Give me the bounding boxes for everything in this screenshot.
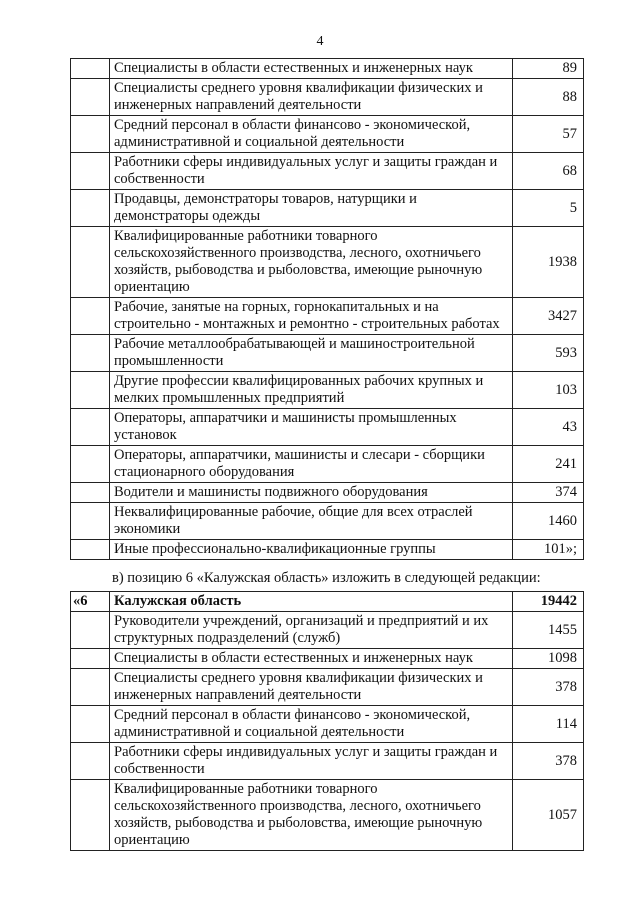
- table-row: [71, 669, 584, 706]
- occupation-name: Операторы, аппаратчики, машинисты и слесари - сборщики стационарного оборудования: [110, 446, 513, 483]
- table-body: [71, 592, 584, 851]
- table-row: [71, 153, 584, 190]
- row-value: 103: [513, 372, 584, 409]
- row-code: [71, 780, 110, 851]
- table-row: [71, 298, 584, 335]
- occupation-name: Квалифицированные работники товарного сельскохозяйственного производства, лесного, охотничьего хозяйств, рыбоводства и рыболовства, имеющие рыночную ориентацию: [110, 780, 513, 851]
- occupation-name: Продавцы, демонстраторы товаров, натурщики и демонстраторы одежды: [110, 190, 513, 227]
- occupation-name: Квалифицированные работники товарного сельскохозяйственного производства, лесного, охотничьего хозяйств, рыбоводства и рыболовства, имеющие рыночную ориентацию: [110, 227, 513, 298]
- row-value: 378: [513, 743, 584, 780]
- row-code: [71, 540, 110, 560]
- row-code: «6: [71, 592, 110, 612]
- occupation-name: Неквалифицированные рабочие, общие для всех отраслей экономики: [110, 503, 513, 540]
- row-code: [71, 706, 110, 743]
- table-row: [71, 446, 584, 483]
- region-header-row: [71, 592, 584, 612]
- row-value: 88: [513, 79, 584, 116]
- row-code: [71, 335, 110, 372]
- row-value: 1460: [513, 503, 584, 540]
- row-value: 89: [513, 59, 584, 79]
- row-code: [71, 227, 110, 298]
- occupation-name: Рабочие, занятые на горных, горнокапитальных и на строительно - монтажных и ремонтно - строительных работах: [110, 298, 513, 335]
- row-code: [71, 483, 110, 503]
- row-code: [71, 153, 110, 190]
- row-code: [71, 372, 110, 409]
- row-value: 68: [513, 153, 584, 190]
- table-body: [71, 59, 584, 560]
- table-row: [71, 227, 584, 298]
- table-row: [71, 706, 584, 743]
- row-code: [71, 409, 110, 446]
- table-row: [71, 780, 584, 851]
- occupation-name: Средний персонал в области финансово - экономической, административной и социальной деятельности: [110, 116, 513, 153]
- row-code: [71, 612, 110, 649]
- table-row: [71, 612, 584, 649]
- row-value: 43: [513, 409, 584, 446]
- page-number: 4: [316, 34, 324, 49]
- kaluga-region-table: [70, 591, 584, 851]
- occupation-name: Другие профессии квалифицированных рабочих крупных и мелких промышленных предприятий: [110, 372, 513, 409]
- table-row: [71, 649, 584, 669]
- table-row: [71, 372, 584, 409]
- table-row: [71, 190, 584, 227]
- occupation-table-continued: [70, 58, 584, 560]
- row-value: 1938: [513, 227, 584, 298]
- occupation-name: Руководители учреждений, организаций и предприятий и их структурных подразделений (служб): [110, 612, 513, 649]
- table-row: [71, 483, 584, 503]
- occupation-name: Операторы, аппаратчики и машинисты промышленных установок: [110, 409, 513, 446]
- table-row: [71, 59, 584, 79]
- row-code: [71, 503, 110, 540]
- row-value: 1098: [513, 649, 584, 669]
- row-value: 241: [513, 446, 584, 483]
- row-value: 3427: [513, 298, 584, 335]
- occupation-name: Специалисты в области естественных и инженерных наук: [110, 649, 513, 669]
- row-value: 57: [513, 116, 584, 153]
- occupation-name: Водители и машинисты подвижного оборудования: [110, 483, 513, 503]
- row-code: [71, 59, 110, 79]
- row-code: [71, 79, 110, 116]
- row-value: 374: [513, 483, 584, 503]
- row-value: 593: [513, 335, 584, 372]
- table-row: [71, 335, 584, 372]
- row-code: [71, 649, 110, 669]
- occupation-name: Рабочие металлообрабатывающей и машиностроительной промышленности: [110, 335, 513, 372]
- table-row: [71, 503, 584, 540]
- occupation-name: Работники сферы индивидуальных услуг и защиты граждан и собственности: [110, 153, 513, 190]
- occupation-name: Работники сферы индивидуальных услуг и защиты граждан и собственности: [110, 743, 513, 780]
- row-value: 101»;: [513, 540, 584, 560]
- row-value: 378: [513, 669, 584, 706]
- table-row: [71, 116, 584, 153]
- row-code: [71, 743, 110, 780]
- occupation-name: Специалисты среднего уровня квалификации физических и инженерных направлений деятельности: [110, 79, 513, 116]
- row-value: 5: [513, 190, 584, 227]
- occupation-name: Средний персонал в области финансово - экономической, административной и социальной деятельности: [110, 706, 513, 743]
- occupation-name: Специалисты среднего уровня квалификации физических и инженерных направлений деятельности: [110, 669, 513, 706]
- row-code: [71, 190, 110, 227]
- row-value: 1455: [513, 612, 584, 649]
- table-row: [71, 79, 584, 116]
- occupation-name: Специалисты в области естественных и инженерных наук: [110, 59, 513, 79]
- row-code: [71, 298, 110, 335]
- region-name: Калужская область: [110, 592, 513, 612]
- row-code: [71, 446, 110, 483]
- row-value: 1057: [513, 780, 584, 851]
- row-value: 114: [513, 706, 584, 743]
- amendment-sentence: в) позицию 6 «Калужская область» изложить в следующей редакции:: [112, 570, 541, 586]
- region-total: 19442: [513, 592, 584, 612]
- row-code: [71, 116, 110, 153]
- table-row: [71, 409, 584, 446]
- occupation-name: Иные профессионально-квалификационные группы: [110, 540, 513, 560]
- row-code: [71, 669, 110, 706]
- table-row: [71, 540, 584, 560]
- table-row: [71, 743, 584, 780]
